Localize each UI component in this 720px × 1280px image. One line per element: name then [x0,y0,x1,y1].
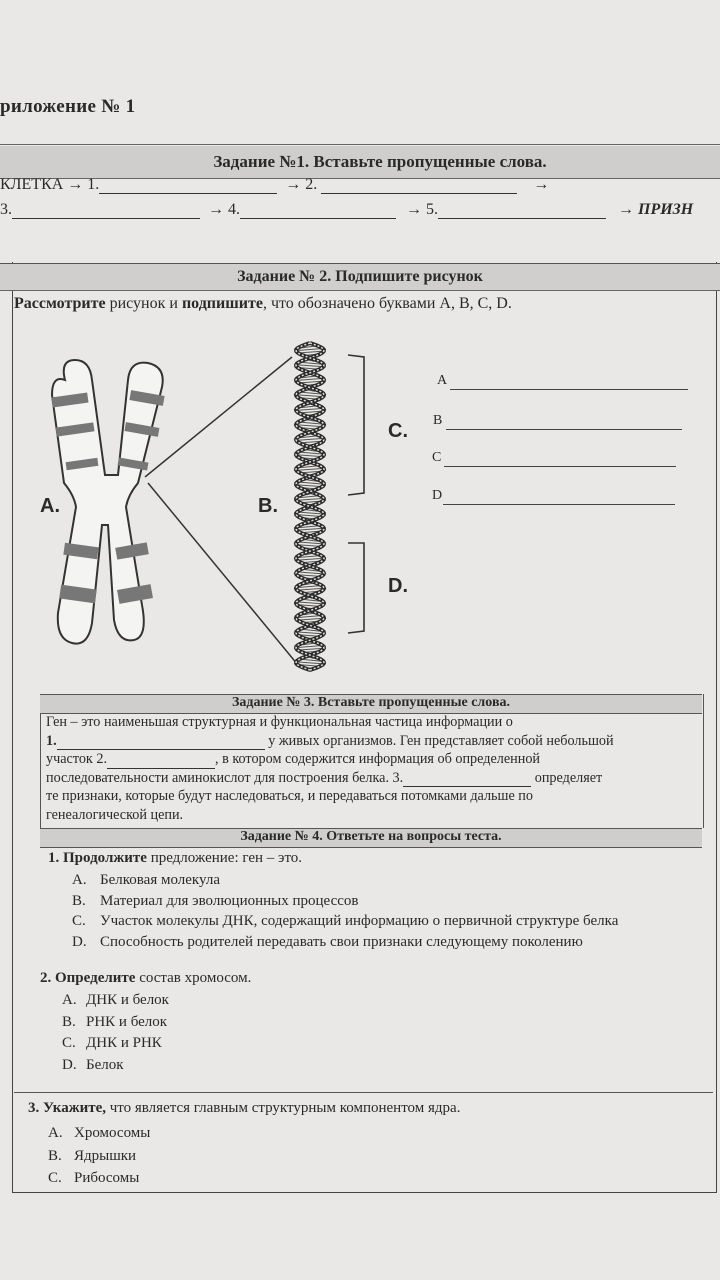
option-letter: A. [48,1125,63,1141]
option-letter: B. [62,1013,76,1030]
dna-rung [296,602,323,604]
dna-rung [296,365,324,367]
chain-start: КЛЕТКА [0,176,64,193]
option-text: ДНК и белок [86,992,169,1008]
instr-rest: , что обозначено буквами A, B, C, D. [262,295,512,312]
blank-label-4: 4. [228,201,240,218]
question-text: что является главным структурным компонентом ядра. [106,1100,461,1116]
option-letter: B. [48,1147,62,1164]
option[interactable] [62,990,169,1012]
task3-line [46,732,696,751]
blank-4[interactable] [240,202,396,219]
blank-label-5: 5. [426,201,438,218]
task3-blank-2[interactable] [107,752,215,769]
blank-label: 1. [46,732,57,749]
answer-line-c[interactable] [444,466,676,467]
dna-rung [296,468,323,470]
option-letter: C. [62,1035,76,1051]
dna-rung [298,645,323,647]
option-text: ДНК и РНК [86,1035,162,1051]
dna-rung [296,395,324,397]
arrow: → [618,201,634,218]
figure-label-a: A. [40,495,60,517]
blank-label-1: 1. [87,176,100,193]
option-letter: A. [72,872,87,888]
blank-1[interactable] [99,177,277,194]
question-number: 2. [40,970,55,986]
task3-blank-1[interactable] [57,733,265,750]
figure-label-b: B. [258,495,278,517]
option-text: Материал для эволюционных процессов [100,892,359,909]
dna-rung [298,482,323,484]
instr-bold-2: подпишите [181,295,263,312]
dna-rung [297,408,324,410]
chromosome-dna-figure [30,335,390,680]
task1-row2 [0,201,693,219]
answer-label-c: C [432,450,442,465]
task4-title: Задание № 4. Ответьте на вопросы теста. [240,829,502,844]
task3-line [46,750,696,769]
blank-label-3: 3. [0,201,12,218]
dna-rung [297,572,324,574]
task3-blank-3[interactable] [403,770,531,787]
question-verb: Укажите, [43,1100,106,1116]
answer-line-b[interactable] [446,429,682,430]
dna-rung [296,558,324,560]
figure-label-d: D. [388,575,408,597]
option-letter: C. [72,913,86,929]
option-text: Хромосомы [74,1125,151,1141]
option-text: Ядрышки [74,1147,137,1164]
task1-title: Задание №1. Вставьте пропущенные слова. [213,152,547,171]
appendix-title: риложение № 1 [0,96,136,117]
question-verb: Определите [55,970,136,986]
option-text: Белковая молекула [100,872,220,888]
task3-line: Ген – это наименьшая структурная и функциональная частица информации о [46,714,513,730]
question-3-options [48,1122,150,1190]
dna-rung [296,438,323,440]
dna-rung [296,528,324,530]
dna-rung [297,378,323,380]
option-letter: D. [72,933,87,950]
option[interactable] [62,1012,169,1034]
task3-title: Задание № 3. Вставьте пропущенные слова. [231,695,511,710]
question-2-options [62,990,169,1076]
option-text: Рибосомы [74,1170,140,1186]
task3-line-part: , в котором содержится информация об определенной [215,751,541,767]
option-text: РНК и белок [86,1013,168,1030]
blank-5[interactable] [438,202,606,219]
answer-line-d[interactable] [443,504,675,505]
answer-label-a: A [437,373,448,388]
dna-rung [297,512,323,514]
task1-row1 [0,176,549,194]
option-letter: C. [48,1170,62,1186]
dna-rung [297,348,323,350]
option[interactable] [62,1055,169,1077]
dna-rung [296,498,324,500]
dna-helix [296,343,324,672]
blank-label-2: 2. [305,176,318,193]
arrow: → [533,176,550,193]
question-number: 3. [28,1100,43,1116]
option-letter: D. [62,1056,77,1073]
option-text: Участок молекулы ДНК, содержащий информацию о первичной структуре белка [100,913,619,929]
option[interactable] [72,891,618,912]
task2-instruction [14,295,512,313]
answer-label-b: B [433,413,443,428]
question-number: 1. [48,850,63,866]
arrow: → [67,176,84,193]
task3-line: те признаки, которые будут наследоваться, и передаваться потомками дальше по [46,788,533,804]
instr-mid: рисунок и [105,295,182,312]
option[interactable] [48,1167,150,1190]
blank-3[interactable] [12,202,200,219]
dna-rung [297,542,323,544]
task2-title: Задание № 2. Подпишите рисунок [237,268,483,285]
zoom-line-top [145,357,292,477]
question-1 [48,850,302,867]
dna-rung [296,632,323,634]
option[interactable] [72,911,618,932]
dna-rung [296,662,324,664]
option[interactable] [48,1122,150,1145]
task3-text [46,713,696,824]
option-letter: B. [72,892,86,909]
option[interactable] [72,870,618,891]
question-3 [28,1100,460,1117]
question-text: состав хромосом. [135,970,252,986]
instr-bold-1: Рассмотрите [14,295,106,312]
task3-line-part: последовательности аминокислот для построения белка. 3. [46,769,404,786]
question-2 [40,970,251,987]
answer-line-a[interactable] [450,389,688,390]
option[interactable] [48,1145,150,1168]
option[interactable] [62,1033,169,1055]
question-3-rule [14,1092,713,1093]
option[interactable] [72,932,618,953]
question-verb: Продолжите [63,850,147,866]
option-text: Белок [86,1056,124,1073]
figure-label-c: C. [388,420,408,442]
option-text: Способность родителей передавать свои признаки следующему поколению [100,933,583,950]
task3-line [46,769,696,788]
bracket-d [348,543,364,633]
question-1-options [72,870,618,952]
chain-end: ПРИЗН [638,201,694,218]
blank-2[interactable] [321,177,517,194]
arrow: → [406,201,422,218]
arrow: → [208,201,224,218]
answer-label-d: D [432,488,443,503]
option-letter: A. [62,992,77,1008]
task3-line-part: участок 2. [46,751,108,767]
task3-line-part: определяет [531,769,603,786]
task1-top-rule [0,144,720,145]
task3-line: генеалогической цепи. [46,806,184,823]
question-text: предложение: ген – это. [146,850,303,866]
arrow: → [285,176,302,193]
task3-line-part: у живых организмов. Ген представляет собой небольшой [264,732,614,749]
bracket-c [348,355,364,495]
